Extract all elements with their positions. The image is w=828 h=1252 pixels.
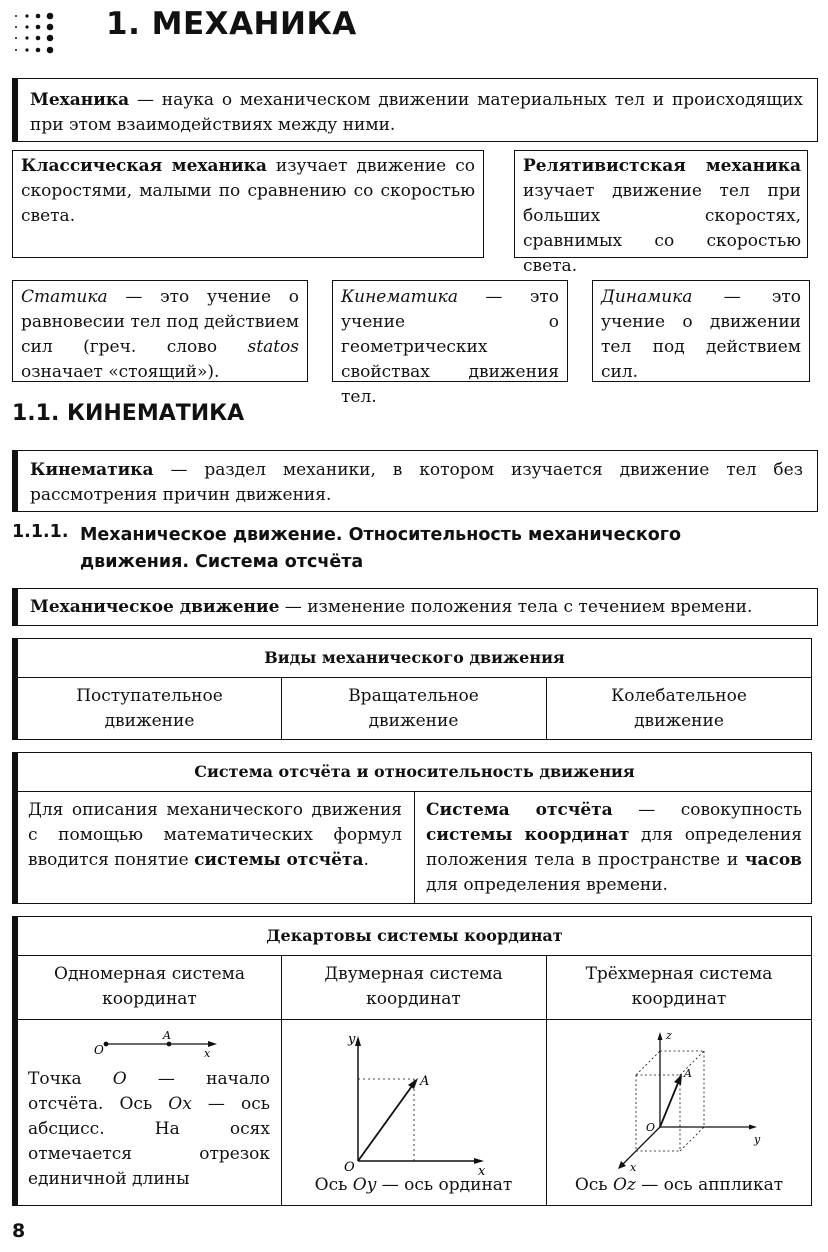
reference-frame-definition: Система отсчёта — совокупность системы координат для определения положения тела в пространстве и часов для определения времени. <box>426 800 802 895</box>
z-axis-label-3d: z <box>666 1029 672 1042</box>
section-1-1-title: 1.1. КИНЕМАТИКА <box>12 401 245 426</box>
point-a-label-3d: A <box>684 1067 692 1080</box>
x-axis-label: x <box>204 1047 211 1060</box>
kinematics-definition-box: Кинематика — раздел механики, в котором изучается движение тел без рассмотрения причин движения. <box>12 450 818 512</box>
dynamics-box: Динамика — это учение о движении тел под действием сил. <box>592 280 810 382</box>
kinematics-box: Кинематика — это учение о геометрических свойствах движения тел. <box>332 280 568 382</box>
motion-types-table <box>12 638 812 740</box>
mechanics-definition: Механика — наука о механическом движении материальных тел и происходящих при этом взаимодействиях между ними. <box>30 90 803 135</box>
x-axis-label-2d: x <box>478 1164 486 1177</box>
section-1-1-1-title: Механическое движение. Относительность механического движения. Система отсчёта <box>80 525 681 572</box>
two-d-caption: Ось Oy — ось ординат <box>314 1175 513 1195</box>
column-2d: Двумерная система координат <box>324 964 503 1009</box>
section-1-1-1-number: 1.1.1. <box>12 522 69 542</box>
reference-frame-table <box>12 752 812 904</box>
page-number: 8 <box>12 1220 26 1242</box>
one-d-axis-diagram <box>78 1027 228 1067</box>
motion-types-header: Виды механического движения <box>264 648 565 667</box>
y-axis-label-3d: y <box>754 1133 761 1146</box>
column-1d: Одномерная система координат <box>54 964 245 1009</box>
two-d-axis-diagram <box>338 1027 508 1177</box>
column-3d: Трёхмерная система координат <box>585 964 773 1009</box>
cartesian-table <box>12 916 812 1206</box>
three-d-axis-diagram <box>602 1027 782 1177</box>
origin-label-2d: O <box>344 1160 355 1175</box>
chapter-title: 1. МЕХАНИКА <box>106 6 357 42</box>
mechanical-motion-definition-box: Механическое движение — изменение положения тела с течением времени. <box>12 588 818 626</box>
one-d-description: Точка O — начало отсчёта. Ось Ox — ось абсцисс. На осях отмечается отрезок единичной длины <box>28 1069 270 1189</box>
motion-type-oscillatory: Колебательное движение <box>611 686 747 731</box>
statics-box: Статика — это учение о равновесии тел под действием сил (греч. слово statos означает «стоящий»). <box>12 280 308 382</box>
classical-mechanics-box: Классическая механика изучает движение со скоростями, малыми по сравнению со скоростью света. <box>12 150 484 258</box>
motion-type-rotational: Вращательное движение <box>348 686 479 731</box>
y-axis-label-2d: y <box>348 1032 356 1047</box>
dot-grid-icon <box>12 12 56 56</box>
reference-frame-intro: Для описания механического движения с помощью математических формул вводится понятие системы отсчёта. <box>28 800 402 870</box>
point-a-label-2d: A <box>420 1074 430 1089</box>
x-axis-label-3d: x <box>630 1161 637 1174</box>
three-d-caption: Ось Oz — ось аппликат <box>574 1175 784 1195</box>
origin-label: O <box>94 1043 104 1057</box>
point-a-label: A <box>163 1029 171 1042</box>
reference-frame-header: Система отсчёта и относительность движения <box>194 762 635 781</box>
cartesian-header: Декартовы системы координат <box>266 926 563 945</box>
relativistic-mechanics-box: Релятивистская механика изучает движение тел при больших скоростях, сравнимых со скоростью света. <box>514 150 808 258</box>
motion-type-translational: Поступательное движение <box>76 686 223 731</box>
mechanics-definition-box <box>12 78 818 142</box>
origin-label-3d: O <box>646 1121 656 1134</box>
